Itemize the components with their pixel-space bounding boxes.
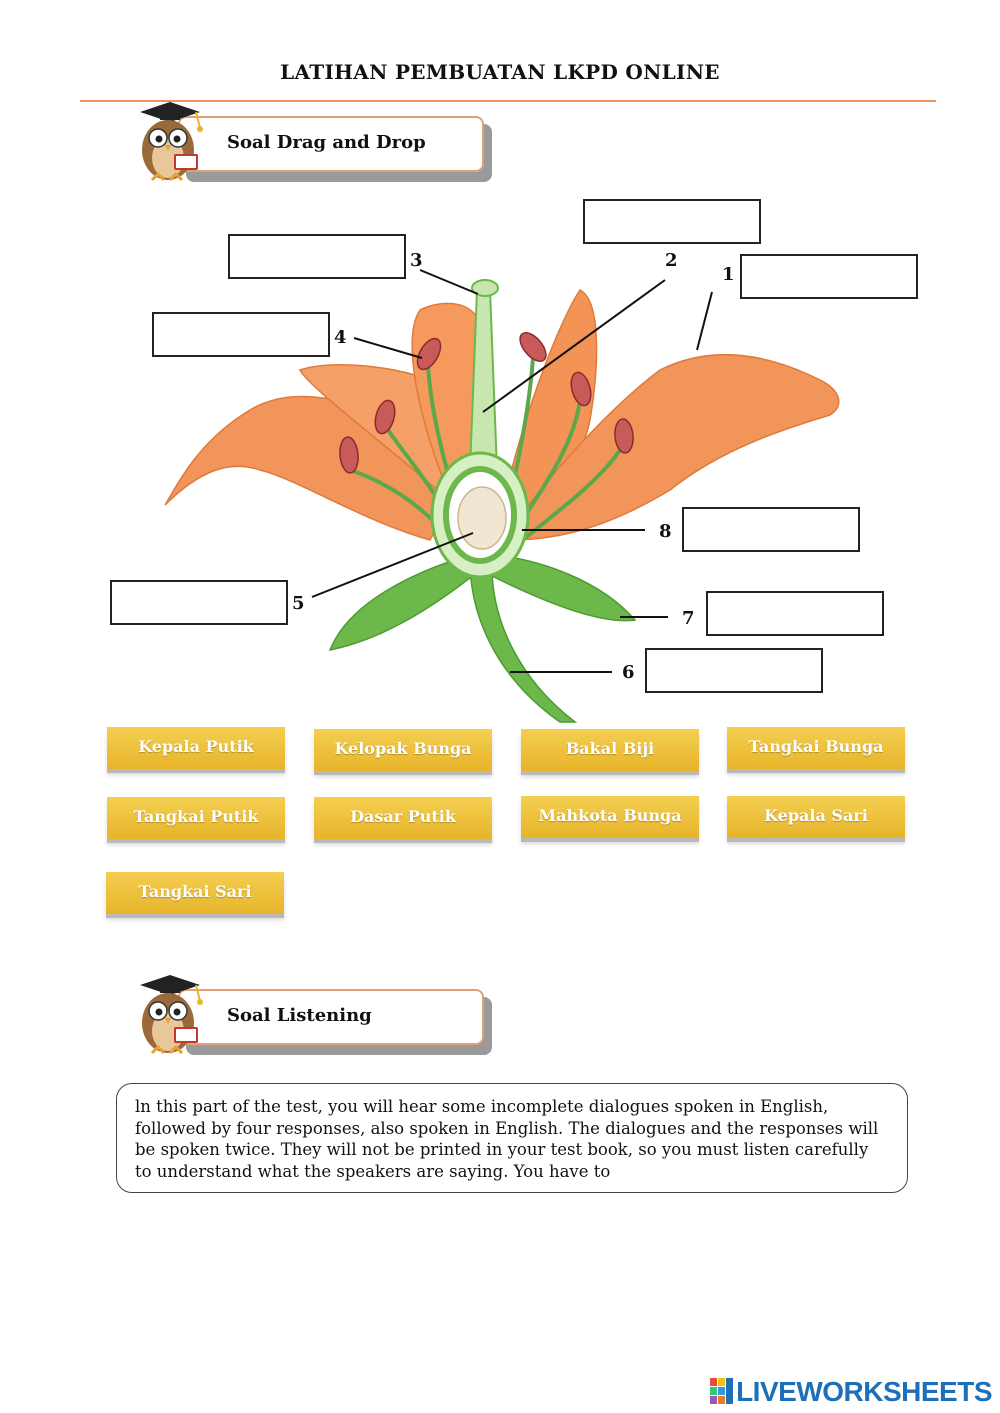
- drop-box-2[interactable]: [583, 199, 761, 244]
- option-chip-mahkota-bunga[interactable]: Mahkota Bunga: [521, 796, 699, 838]
- option-chip-kelopak-bunga[interactable]: Kelopak Bunga: [314, 729, 492, 771]
- section-title: Soal Listening: [227, 1005, 372, 1026]
- listening-instructions: ln this part of the test, you will hear some incomplete dialogues spoken in English, followed by four responses, also spoken in English. The dialogues and the responses will be spoken twice. They will not be printed in your test book, so you must listen carefully to understand what the speakers are saying. You have to: [116, 1083, 908, 1193]
- section-title: Soal Drag and Drop: [227, 132, 426, 153]
- liveworksheets-logo[interactable]: [710, 1375, 992, 1409]
- owl-mascot-icon: [130, 971, 210, 1061]
- drop-box-6[interactable]: [645, 648, 823, 693]
- logo-text: LIVEWORKSHEETS: [736, 1376, 992, 1407]
- option-chip-tangkai-sari[interactable]: Tangkai Sari: [106, 872, 284, 914]
- drop-box-5[interactable]: [110, 580, 288, 625]
- liveworksheets-mark-icon: [710, 1378, 734, 1406]
- label-number-1: 1: [722, 264, 735, 285]
- sepal-right: [490, 555, 635, 621]
- option-chip-kepala-putik[interactable]: Kepala Putik: [107, 727, 285, 769]
- section-header-listening: [130, 985, 500, 1065]
- ovule: [458, 487, 506, 549]
- label-number-6: 6: [622, 662, 635, 683]
- label-number-4: 4: [334, 327, 347, 348]
- page-title: LATIHAN PEMBUATAN LKPD ONLINE: [280, 60, 720, 84]
- drop-box-3[interactable]: [228, 234, 406, 279]
- owl-mascot-icon: [130, 98, 210, 188]
- drop-box-8[interactable]: [682, 507, 860, 552]
- drop-box-7[interactable]: [706, 591, 884, 636]
- option-chip-bakal-biji[interactable]: Bakal Biji: [521, 729, 699, 771]
- label-number-5: 5: [292, 593, 305, 614]
- label-number-7: 7: [682, 608, 695, 629]
- option-chip-tangkai-bunga[interactable]: Tangkai Bunga: [727, 727, 905, 769]
- option-chip-tangkai-putik[interactable]: Tangkai Putik: [107, 797, 285, 839]
- drop-box-1[interactable]: [740, 254, 918, 299]
- label-number-8: 8: [659, 521, 672, 542]
- option-chip-kepala-sari[interactable]: Kepala Sari: [727, 796, 905, 838]
- option-chip-dasar-putik[interactable]: Dasar Putik: [314, 797, 492, 839]
- drop-box-4[interactable]: [152, 312, 330, 357]
- label-number-2: 2: [665, 250, 678, 271]
- label-number-3: 3: [410, 250, 423, 271]
